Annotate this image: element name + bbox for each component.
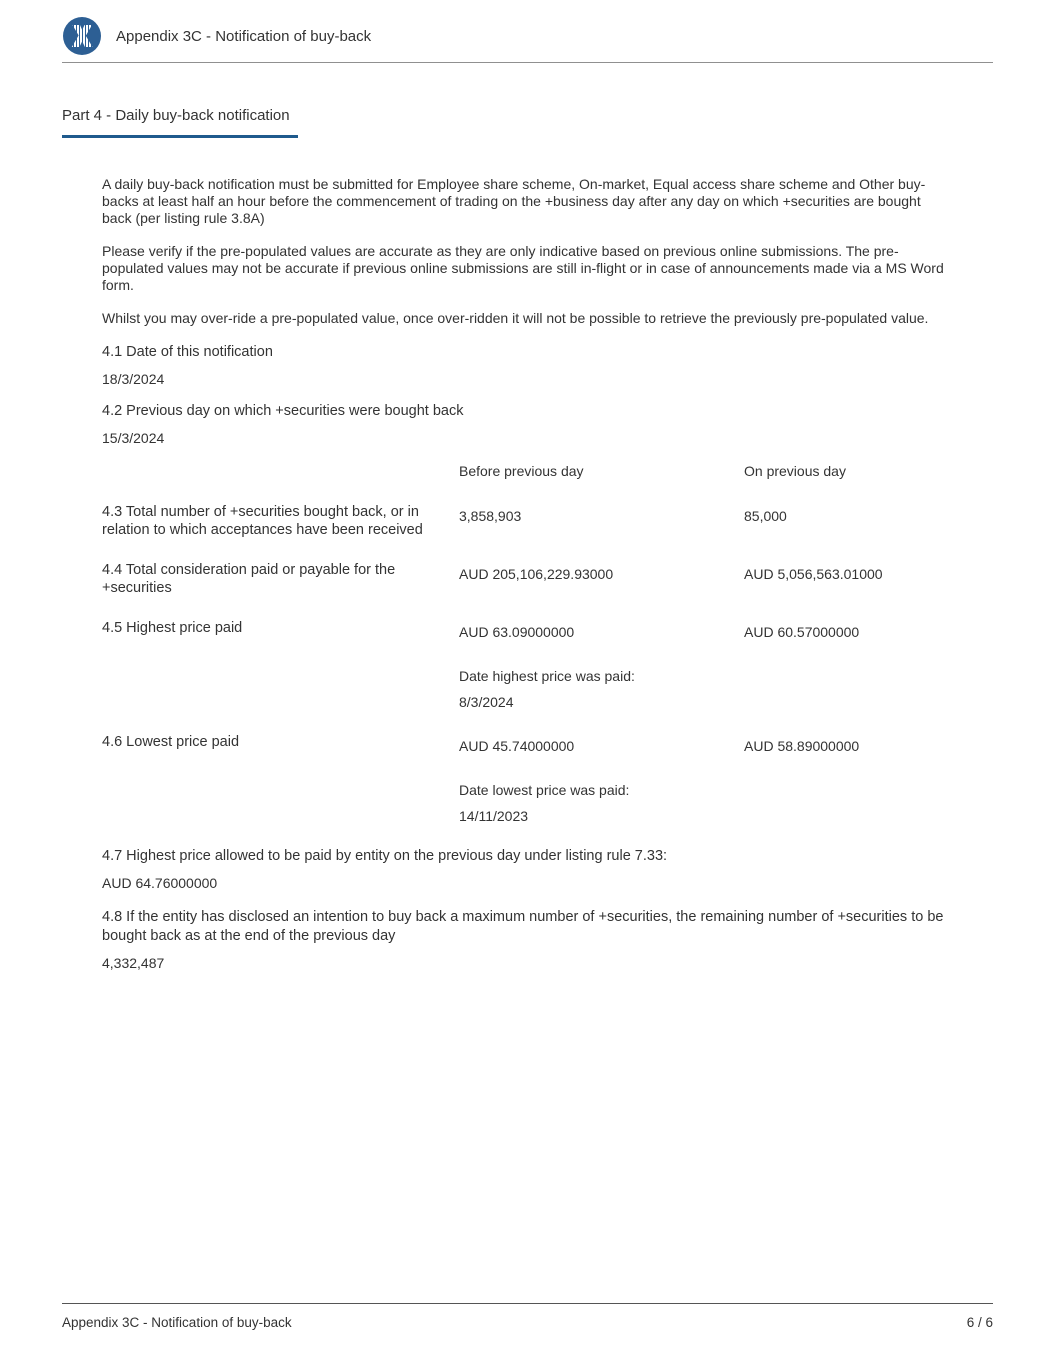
- question-4-2-value: 15/3/2024: [102, 430, 165, 446]
- row-4-6-on-value: AUD 58.89000000: [744, 738, 860, 754]
- column-header-before-previous-day: Before previous day: [459, 463, 584, 479]
- column-header-on-previous-day: On previous day: [744, 463, 846, 479]
- asx-logo-icon: [62, 16, 102, 56]
- row-4-6-before-value: AUD 45.74000000: [459, 738, 575, 754]
- question-4-7: [102, 847, 993, 892]
- part4-section: [62, 107, 993, 972]
- buyback-table: [102, 463, 993, 825]
- row-4-5-label: 4.5 Highest price paid: [102, 620, 243, 636]
- intro-paragraph-1: A daily buy-back notification must be submitted for Employee share scheme, On-market, Equal access share scheme and Other buy-backs at least half an hour before the commencement of trading on the +business day after any day on which +securities are bought back (per listing rule 3.8A): [102, 176, 926, 226]
- row-4-5-before-cell: [459, 619, 744, 711]
- intro-paragraph-3: Whilst you may over-ride a pre-populated value, once over-ridden it will not be possible to retrieve the previously pre-populated value.: [102, 310, 929, 326]
- row-4-6-before-cell: [459, 733, 744, 825]
- row-4-5-on-value: AUD 60.57000000: [744, 624, 860, 640]
- question-4-8: [102, 908, 993, 972]
- page-number: 6 / 6: [966, 1315, 993, 1330]
- row-4-4-label: 4.4 Total consideration paid or payable for the +securities: [102, 562, 396, 596]
- row-4-6-label: 4.6 Lowest price paid: [102, 734, 240, 750]
- intro-paragraph-2: Please verify if the pre-populated values are accurate as they are only indicative based on previous online submissions. The pre-populated values may not be accurate if previous online submissions are still in-flight or in case of announcements made via a MS Word form.: [102, 243, 944, 293]
- row-4-6-date-label: Date lowest price was paid:: [459, 782, 630, 798]
- question-4-7-value: AUD 64.76000000: [102, 875, 218, 891]
- document-footer: [62, 1303, 993, 1330]
- table-row-4-6: [102, 733, 993, 825]
- question-4-7-label: 4.7 Highest price allowed to be paid by entity on the previous day under listing rule 7.33:: [102, 848, 668, 864]
- header-divider: [62, 62, 993, 63]
- question-4-2-label: 4.2 Previous day on which +securities were bought back: [102, 403, 464, 419]
- row-4-3-on-value: 85,000: [744, 508, 787, 524]
- table-header-empty-cell: [102, 463, 459, 480]
- part4-heading-underline: [62, 135, 298, 138]
- row-4-5-date-label: Date highest price was paid:: [459, 668, 635, 684]
- asx-logo-svg: [62, 16, 102, 56]
- question-4-1-value: 18/3/2024: [102, 371, 165, 387]
- question-4-8-label: 4.8 If the entity has disclosed an intention to buy back a maximum number of +securities, the remaining number of +securities to be bought back as at the end of the previous day: [102, 909, 944, 944]
- document-header: [62, 0, 993, 62]
- table-row-4-3: [102, 503, 993, 539]
- part4-content: [102, 176, 993, 972]
- question-4-2: [102, 402, 993, 447]
- table-header-row: [102, 463, 993, 480]
- table-row-4-5: [102, 619, 993, 711]
- part4-heading: Part 4 - Daily buy-back notification: [62, 107, 290, 124]
- question-4-1: [102, 343, 993, 388]
- document-title: Appendix 3C - Notification of buy-back: [116, 27, 372, 45]
- question-4-8-value: 4,332,487: [102, 955, 165, 971]
- row-4-4-on-value: AUD 5,056,563.01000: [744, 566, 883, 582]
- row-4-6-date-value: 14/11/2023: [459, 808, 529, 824]
- table-row-4-4: [102, 561, 993, 597]
- row-4-5-date-value: 8/3/2024: [459, 694, 514, 710]
- row-4-3-before-value: 3,858,903: [459, 508, 522, 524]
- question-4-1-label: 4.1 Date of this notification: [102, 344, 273, 360]
- footer-title: Appendix 3C - Notification of buy-back: [62, 1315, 292, 1330]
- row-4-4-before-value: AUD 205,106,229.93000: [459, 566, 614, 582]
- row-4-5-before-value: AUD 63.09000000: [459, 624, 575, 640]
- row-4-3-label: 4.3 Total number of +securities bought back, or in relation to which acceptances have been received: [102, 504, 423, 538]
